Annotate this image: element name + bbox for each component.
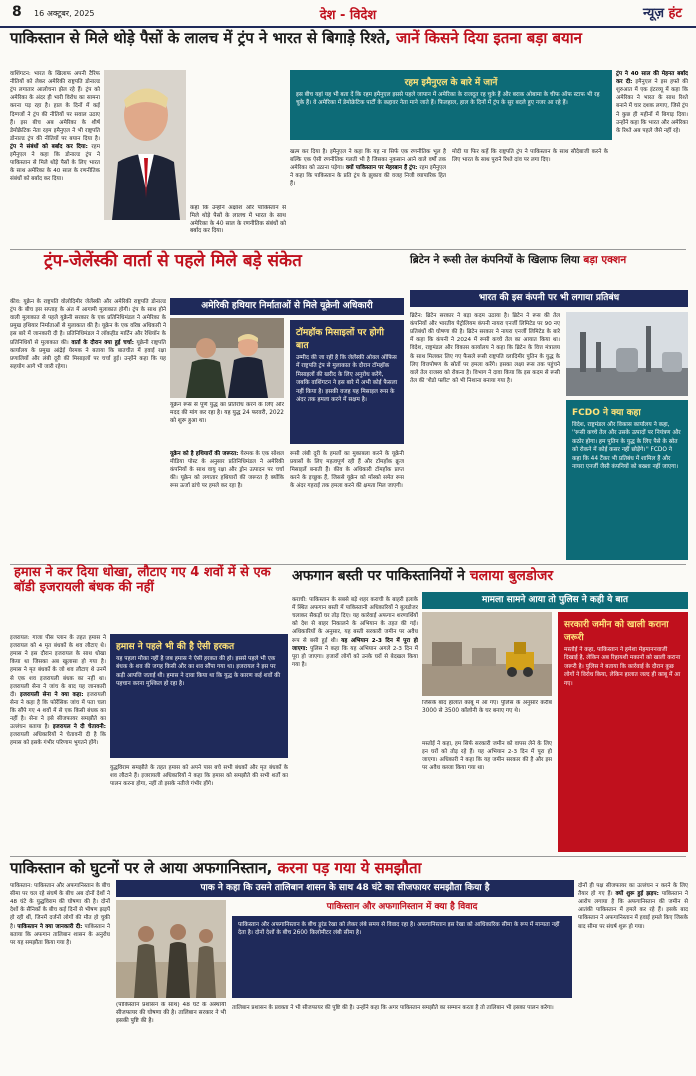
article1-mid-subtext: रहम इमैनुएल ने कहा कि पाकिस्तान के प्रति ट्रंप के झुकाव की वजह निजी व्यापारिक हित हैं।: [290, 165, 446, 188]
article6-navy-box: [232, 916, 572, 998]
article4-navy-box: [110, 634, 288, 758]
logo-main: न्यूज़: [642, 6, 664, 21]
article3-teal-box-title: FCDO ने क्या कहा: [572, 408, 641, 418]
divider: [10, 249, 686, 250]
article1-col1-subtext: रहम इमैनुएल ने कहा कि डोनाल्ड ट्रंप ने पाकिस्तान से मिले थोड़े पैसों के लिए भारत के साथ अमेरिका के 40 साल के रणनीतिक संबंधों को बर्बाद कर दिया।: [10, 143, 100, 183]
article2-subbar: अमेरिकी हथियार निर्माताओं से मिले यूक्रेनी अधिकारी: [170, 298, 404, 315]
zelensky-trump-photo: [170, 318, 284, 398]
article5-headline: [292, 568, 688, 584]
refinery-photo: [566, 312, 688, 396]
taliban-photo-svg: [116, 900, 226, 998]
refinery-photo-svg: [566, 312, 688, 396]
section-title: देश - विदेश: [319, 8, 377, 23]
article1-col-mid: [290, 148, 446, 244]
trump-photo: [104, 70, 186, 220]
issue-date: 16 अक्टूबर, 2025: [34, 9, 95, 18]
article6-box-headline: पाकिस्तान और अफगानिस्तान में क्या है विवाद: [326, 902, 478, 912]
article6-col1: [10, 882, 110, 1064]
logo-accent: हंट: [668, 6, 682, 21]
article1-teal-box-title: रहम इमैनुएल के बारे में जानें: [404, 78, 498, 88]
article6-col1-subtext: पाकिस्तान ने बताया कि अफगान तालिबान शासन के अनुरोध पर यह समझौता किया गया है।: [10, 923, 110, 946]
article4-navy-box-text: यह पहला मौका नहीं है जब हमास ने ऐसी हरकत की हो। इससे पहले भी एक बंधक के शव की जगह किसी और का शव सौंपा गया था। इजरायल ने इस पर कड़ी आपत्ति जताई थी। हमास ने दावा किया था कि युद्ध के कारण कई शवों की पहचान करना मुश्किल हो रहा है।: [116, 656, 281, 688]
article2-mid-subhead: यूक्रेन को है हथियारों की जरूरत:: [170, 451, 239, 457]
article2-col1-subhead: वार्ता के दौरान क्या हुई चर्चा:: [71, 339, 134, 346]
article1-col-mid2: [452, 148, 608, 244]
article4-navy-box-title: हमास ने पहले भी की है ऐसी हरकत: [116, 642, 235, 652]
article1-mid2-text: मोदी या फिर कहें कि राष्ट्रपति ट्रंप ने पाकिस्तान के साथ सौदेबाजी करने के लिए भारत के साथ पुराने रिश्ते दांव पर लगा दिए।: [452, 149, 608, 164]
article4-bottom-text: युद्धविराम समझौते के तहत हमास को अपने पास बचे सभी बंधकों और मृत बंधकों के शव लौटाने हैं। इजरायली अधिकारियों ने कहा कि हमास को समझौते की सभी शर्तों का पालन करना होगा, नहीं तो इसके नतीजे गंभीर होंगे।: [110, 765, 288, 788]
bulldozer-photo-caption: जिसके बाद हालात काबू में आ गए। पुलिस के अनुसार करीब 3000 से 3500 कॉलोनी के घर बनाए गए थे।: [422, 700, 552, 714]
masthead-logo: [643, 3, 682, 21]
page-number: 8: [12, 4, 22, 20]
article2-mid-subtext: येरमक के एक सोशल मीडिया पोस्ट के अनुसार प्रतिनिधिमंडल ने अमेरिकी कंपनियों के साथ वायु रक्षा और ड्रोन उत्पादन पर चर्चा की। यूक्रेन को लगातार हथियारों की जरूरत है क्योंकि रूस ऊर्जा ढांचे पर हमले कर रहा है।: [170, 451, 284, 490]
article5-subbar: मामला सामने आया तो पुलिस ने कही ये बात: [422, 592, 688, 609]
article4-col1-text: इजरायल: गाजा पीस प्लान के तहत हमास ने इजरायल को 4 मृत बंधकों के शव लौटाए थे। हमास ने इस दौरान इजरायल के साथ धोखा किया था जिसका अब खुलासा हो गया है। हमास ने मृत बंधकों के जो शव लौटाए थे उनमें से एक शव इजरायली बंधक का नहीं था। इजरायली सेना ने जांच के बाद यह जानकारी दी।: [10, 635, 106, 698]
article2-col1-text: कीव: यूक्रेन के राष्ट्रपति वोलोदिमीर जेलेंस्की और अमेरिकी राष्ट्रपति डोनाल्ड ट्रंप के बीच इस सप्ताह के अंत में आगामी मुलाकात होगी। ट्रंप के साथ होने वाली मुलाकात से पहले यूक्रेनी सरकार के एक प्रतिनिधिमंडल ने अमेरिका के प्रमुख हथियार निर्माताओं से मुलाकात की है। यूक्रेन के एक वरिष्ठ अधिकारी ने इस बारे में जानकारी दी है। प्रतिनिधिमंडल ने लॉकहीड मार्टिन और रेथियॉन के प्रतिनिधियों से मुलाकात की।: [10, 299, 166, 346]
article2-right-text: रूसी लंबी दूरी के हमलों का मुकाबला करने के यूक्रेनी प्रयासों के लिए महत्वपूर्ण रही हैं और टॉमहॉक क्रूज मिसाइलें बनाती हैं। कीव के अधिकारी टॉमहॉक प्राप्त करने के इच्छुक हैं, जिससे यूक्रेन को मॉस्को समेत रूस के अंदर गहराई तक हमला करने की क्षमता मिल जाएगी।: [290, 451, 404, 490]
article6-headline: [10, 860, 690, 877]
article2-navy-box-text: उम्मीद की जा रही है कि जेलेंस्की ओवल ऑफिस में राष्ट्रपति ट्रंप से मुलाकात के दौरान टॉमहॉक मिसाइलों की खरीद के लिए अनुरोध करेंगे, जबकि वाशिंगटन ने इस बारे में अभी कोई फैसला नहीं किया है। इसकी वजह यह मिसाइल रूस के अंदर तक हमला करने में सक्षम है।: [296, 355, 398, 403]
article1-right-subhead: ट्रंप ने 40 साल की मेहनत बर्बाद कर दी:: [616, 71, 688, 86]
article5-col-mid: मस्तोई ने कहा, हम सिर्फ सरकारी जमीन को वापस लेने के लिए इन घरों को तोड़ रहे हैं। यह अभियान 2-3 दिन में पूरा हो जाएगा। अधिकारी ने कहा कि यह जमीन सरकार की है और इस पर अवैध कब्जा किया गया था।: [422, 741, 552, 772]
trump-photo-caption: कहा कि उन्होंने अक्षांश और पाकिस्तान से मिले थोड़े पैसों के लालच में भारत के साथ अमेरिका के 40 साल के रणनीतिक संबंधों को बर्बाद कर दिया।: [190, 205, 286, 235]
article2-col-right: [290, 450, 404, 560]
article3-headline-main: ब्रिटेन ने रूसी तेल कंपनियों के खिलाफ लिया: [410, 254, 580, 266]
article5-red-box: [558, 612, 688, 852]
article2-headline: ट्रंप-जेलेंस्की वार्ता से पहले मिले बड़े संकेत: [44, 251, 302, 271]
article5-col1-subtext: पुलिस ने कहा कि यह अभियान अगले 2-3 दिन में पूरा हो जाएगा। हजारों लोगों को उनके घरों से बेदखल किया गया है।: [292, 645, 418, 668]
article3-headline-accent: बड़ा एक्शन: [583, 254, 627, 266]
divider: [10, 856, 686, 857]
article4-col1-subhead: इजरायली सेना ने क्या कहा:: [19, 691, 84, 698]
article6-right-text: दोनों ही पक्ष सीजफायर का उल्लंघन न करने के लिए तैयार हो गए हैं।: [578, 883, 688, 898]
article5-col1: [292, 596, 418, 852]
article5-headline-accent: चलाया बुलडोजर: [469, 568, 554, 584]
article1-right-subtext: इमैनुएल ने इस हफ्ते की शुरुआत में एक इंटरव्यू में कहा कि अमेरिका ने भारत के साथ रिश्ते बनाने में चार दशक लगाए, जिसे ट्रंप ने कुछ ही महीनों में बिगाड़ दिया। उन्होंने कहा कि भारत और अमेरिका के रिश्ते अब पहले जैसे नहीं रहे।: [616, 79, 688, 134]
article5-red-box-title: सरकारी जमीन को खाली कराना जरूरी: [564, 620, 669, 643]
taliban-photo-caption: (पाकिस्तान प्रशासन के साथ) 48 घंटे के अस्थायी सीजफायर की घोषणा की है। तालिबान सरकार ने भी इसकी पुष्टि की है।: [116, 1002, 226, 1024]
article1-mid-text: खत्म कर दिया है। इमैनुएल ने कहा कि यह ना सिर्फ एक रणनीतिक भूल है बल्कि एक ऐसी रणनीतिक गलती भी है जिसका नुकसान आने वाले वर्षों तक अमेरिका को उठाना पड़ेगा।: [290, 149, 446, 172]
article4-col1-subhead2: इजरायल ने दी चेतावनी:: [52, 724, 106, 731]
article6-subbar: पाक ने कहा कि उसने तालिबान शासन के साथ 48 घंटे का सीजफायर समझौता किया है: [116, 880, 574, 897]
bulldozer-photo-svg: [422, 612, 552, 696]
article4-col1-subtext2: इजरायली अधिकारियों ने चेतावनी दी है कि हमास को इसके गंभीर परिणाम भुगतने होंगे।: [10, 732, 106, 747]
article6-headline-accent: करना पड़ गया ये समझौता: [277, 859, 422, 877]
article1-col1-text: वाशिंगटन: भारत के खिलाफ अपनी टैरिफ नीतियों को लेकर अमेरिकी राष्ट्रपति डोनाल्ड ट्रंप लगातार आलोचना झेल रहे हैं। ट्रंप को अमेरिका के अंदर ही भारी विरोध का सामना करना पड़ रहा है। हाल के दिनों में कई दिग्गजों ने ट्रंप की नीतियों पर सवाल उठाए हैं। इस बीच अब अमेरिका के शीर्ष डेमोक्रेटिक नेता रहम इमैनुएल ने भी राष्ट्रपति डोनाल्ड ट्रंप की नीतियों पर बयान दिया है।: [10, 71, 100, 142]
trump-photo-svg: [104, 70, 186, 220]
article5-headline-main: अफगान बस्ती पर पाकिस्तानियों ने: [292, 568, 465, 584]
article1-teal-box-text: इस बीच यहां यह भी बता दें कि रहम इमैनुएल इससे पहले जापान में अमेरिका के राजदूत रह चुके हैं और बराक ओबामा के चीफ ऑफ स्टाफ भी रह चुके हैं। वे अमेरिका में डेमोक्रेटिक पार्टी के कद्दावर नेता माने जाते हैं। फिलहाल, हाल के दिनों में ट्रंप के सुर बदले हुए नजर आ रहे हैं।: [296, 92, 600, 107]
article5-col1-text: कराची: पाकिस्तान के सबसे बड़े शहर कराची के बाहरी इलाके में स्थित अफगान बस्ती में पाकिस्तानी अधिकारियों ने बुलडोजर चलाकर सैकड़ों घर तोड़ दिए। यह कार्रवाई अफगान शरणार्थियों को देश से बाहर निकालने के अभियान के तहत की गई। अधिकारियों के अनुसार, यह बस्ती सरकारी जमीन पर अवैध रूप से बसी हुई थी।: [292, 597, 418, 644]
article6-right-subtext: पाकिस्तान ने आरोप लगाया है कि अफगानिस्तान की जमीन से आतंकी पाकिस्तान में हमले कर रहे हैं। इसके बाद पाकिस्तान ने अफगानिस्तान में हवाई हमले किए जिसके बाद सीमा पर संघर्ष शुरू हो गया।: [578, 891, 688, 930]
article6-col-right: [578, 882, 688, 1064]
zelensky-trump-photo-svg: [170, 318, 284, 398]
article3-headline: [410, 254, 690, 266]
article5-col1-subhead: यह अभियान 2-3 दिन में पूरा हो जाएगा:: [292, 637, 418, 652]
article1-mid-subhead: क्यों पाकिस्तान पर मेहरबान हैं ट्रंप:: [345, 165, 418, 172]
article6-bottom-text: तालिबान प्रशासन के प्रवक्ता ने भी सीजफायर की पुष्टि की है। उन्होंने कहा कि अगर पाकिस्तान समझौते का सम्मान करता है तो तालिबान भी इसका पालन करेगा।: [232, 1005, 554, 1011]
article1-headline-main: पाकिस्तान से मिले थोड़े पैसों के लालच में ट्रंप ने भारत से बिगाड़े रिश्ते,: [10, 29, 391, 47]
article2-navy-box: [290, 320, 404, 444]
article3-teal-box: [566, 400, 688, 560]
article1-teal-box: [290, 70, 612, 140]
article2-col-mid: [170, 450, 284, 560]
article6-headline-main: पाकिस्तान को घुटनों पर ले आया अफगानिस्तान,: [10, 859, 273, 877]
article4-headline: हमास ने कर दिया धोखा, लौटाए गए 4 शवों में से एक बॉडी इजरायली बंधक की नहीं: [14, 565, 271, 595]
article1-col-right: [616, 70, 688, 244]
article1-headline: [10, 30, 690, 47]
article3-subbar: भारत की इस कंपनी पर भी लगाया प्रतिबंध: [410, 290, 688, 307]
article6-navy-box-text: पाकिस्तान और अफगानिस्तान के बीच डूरंड रेखा को लेकर लंबे समय से विवाद रहा है। अफगानिस्तान इस रेखा को आधिकारिक सीमा के रूप में मान्यता नहीं देता है। दोनों देशों के बीच 2600 किलोमीटर लंबी सीमा है।: [238, 922, 560, 937]
article4-col1-subtext: इजरायली सेना ने कहा है कि फोरेंसिक जांच में पता चला कि सौंपे गए 4 शवों में से एक किसी बंधक का नहीं है। सेना ने इसे सीजफायर समझौते का उल्लंघन बताया है।: [10, 691, 106, 731]
article6-col1-subhead: पाकिस्तान ने क्या जानकारी दी:: [17, 923, 83, 930]
bulldozer-photo: [422, 612, 552, 696]
article5-red-box-text: मस्तोई ने कहा, पाकिस्तान ने हमेशा मेहमाननवाजी दिखाई है, लेकिन अब रिहायशी मकानों को खाली कराना जरूरी है। पुलिस ने बताया कि कार्रवाई के दौरान कुछ लोगों ने विरोध किया, लेकिन हालात जल्द ही काबू में आ गए।: [564, 647, 681, 687]
article1-headline-accent: जानें किसने दिया इतना बड़ा बयान: [396, 29, 582, 47]
article2-photo-caption: यूक्रेन रूस से पूर्ण युद्ध का प्रतिरोध करने के लिए और मदद की मांग कर रहा है। यह युद्ध 24 फरवरी, 2022 को शुरू हुआ था।: [170, 402, 284, 424]
article6-col1-text: पाकिस्तान: पाकिस्तान और अफगानिस्तान के बीच सीमा पर चल रहे संघर्ष के बीच अब दोनों देशों ने 48 घंटे के युद्धविराम की घोषणा की है। दोनों देशों के सैनिकों के बीच कई दिनों से भीषण झड़पें हो रही थीं, जिनमें दर्जनों लोगों की मौत हो चुकी है।: [10, 883, 110, 930]
article1-col1-subhead: ट्रंप ने संबंधों को बर्बाद कर दिया:: [10, 143, 88, 150]
article3-text: ब्रिटेन: ब्रिटेन सरकार ने बड़ा कदम उठाया है। ब्रिटेन ने रूस की तेल कंपनियों और भारतीय पेट्रोलियम कंपनी नायरा एनर्जी लिमिटेड पर 90 नए प्रतिबंधों की घोषणा की है। ब्रिटेन सरकार ने नायरा एनर्जी लिमिटेड के बारे में कहा कि कंपनी ने 2024 में रूसी कच्चे तेल का आयात किया था। विदेश, राष्ट्रमंडल और विकास कार्यालय ने कहा कि ब्रिटेन के वित्त मंत्रालय के साथ मिलकर लिए गए फैसले रूसी राष्ट्रपति व्लादिमीर पुतिन के युद्ध के लिए वित्तपोषण के स्रोतों पर हमला करेंगे। इसका लक्ष्य रूस तक पहुंचने वाले तेल राजस्व को रोकना है। विभाग ने दावा किया कि इस कदम से रूसी तेल की 'शैडो फ्लीट' को भी निशाना बनाया गया है।: [410, 313, 560, 384]
article3-teal-box-text: विदेश, राष्ट्रमंडल और विकास कार्यालय ने कहा, ''रूसी कच्चे तेल और उसके उत्पादों पर नियंत्रण और कठोर होगा। हम पुतिन के युद्ध के लिए पैसे के स्रोत को रोकने में कोई कसर नहीं छोड़ेंगे।'' FCDO ने कहा कि 44 टैंकर भी प्रतिबंध में शामिल हैं और नायरा एनर्जी जैसी कंपनियों को बख्शा नहीं जाएगा।: [572, 422, 681, 470]
taliban-photo: [116, 900, 226, 998]
article4-col1: [10, 634, 106, 852]
article1-col1: [10, 70, 100, 240]
article2-col1-subtext: यूक्रेनी राष्ट्रपति कार्यालय के प्रमुख आंद्रेई येरमक ने बताया कि बातचीत में हवाई रक्षा प्रणालियों और लंबी दूरी की मिसाइलों पर चर्चा हुई। उन्होंने कहा कि यह सहयोग आगे भी जारी रहेगा।: [10, 339, 166, 370]
article2-col1: [10, 298, 166, 560]
article6-right-subhead: क्यों शुरू हुई झड़प:: [615, 891, 659, 898]
article2-navy-box-title: टॉमहॉक मिसाइलों पर होगी बात: [296, 328, 384, 351]
